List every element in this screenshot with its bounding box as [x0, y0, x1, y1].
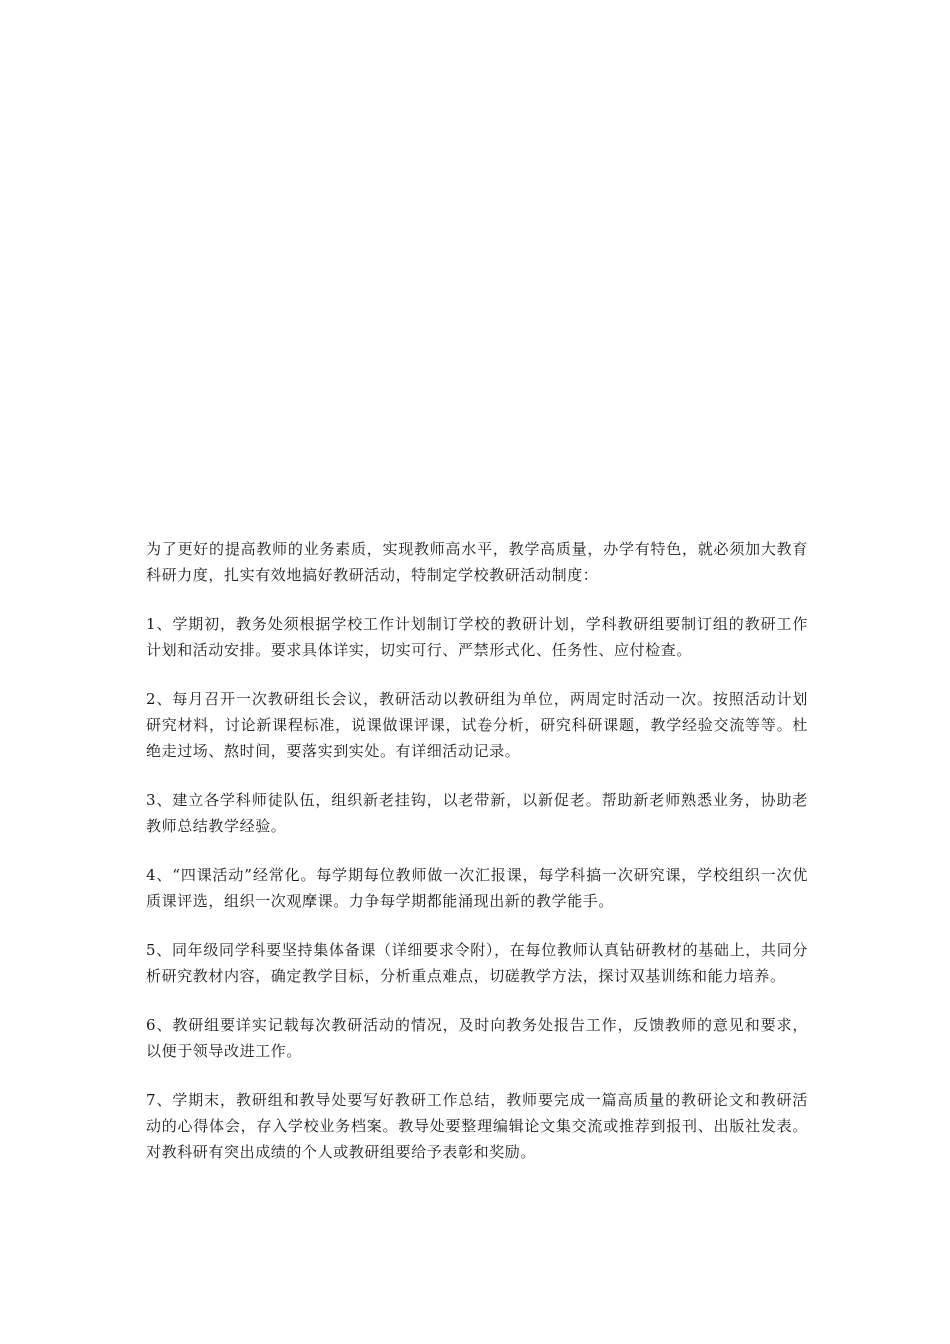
rule-item-4: 4、“四课活动”经常化。每学期每位教师做一次汇报课，每学科搞一次研究课，学校组织一次优质课评选，组织一次观摩课。力争每学期都能涌现出新的教学能手。	[146, 866, 808, 910]
rule-item-1: 1、学期初，教务处须根据学校工作计划制订学校的教研计划，学科教研组要制订组的教研工作计划和活动安排。要求具体详实，切实可行、严禁形式化、任务性、应付检查。	[146, 615, 808, 659]
rule-item-2: 2、每月召开一次教研组长会议，教研活动以教研组为单位，两周定时活动一次。按照活动计划研究材料，讨论新课程标准，说课做课评课，试卷分析，研究科研课题，教学经验交流等等。杜绝走过场、熬时间，要落实到实处。有详细活动记录。	[146, 690, 808, 760]
intro-paragraph: 为了更好的提高教师的业务素质，实现教师高水平，教学高质量，办学有特色，就必须加大教育科研力度，扎实有效地搞好教研活动，特制定学校教研活动制度：	[146, 540, 808, 584]
rule-item-7: 7、学期末，教研组和教导处要写好教研工作总结，教师要完成一篇高质量的教研论文和教研活动的心得体会，存入学校业务档案。教导处要整理编辑论文集交流或推荐到报刊、出版社发表。对教科研有突出成绩的个人或教研组要给予表彰和奖励。	[146, 1091, 808, 1161]
rule-item-6: 6、教研组要详实记载每次教研活动的情况，及时向教务处报告工作，反馈教师的意见和要求，以便于领导改进工作。	[146, 1016, 808, 1060]
document-body	[146, 536, 808, 1188]
rule-item-5: 5、同年级同学科要坚持集体备课（详细要求令附），在每位教师认真钻研教材的基础上，共同分析研究教材内容，确定教学目标，分析重点难点，切磋教学方法，探讨双基训练和能力培养。	[146, 941, 808, 985]
rule-item-3: 3、建立各学科师徒队伍，组织新老挂钩，以老带新，以新促老。帮助新老师熟悉业务，协助老教师总结教学经验。	[146, 791, 808, 835]
